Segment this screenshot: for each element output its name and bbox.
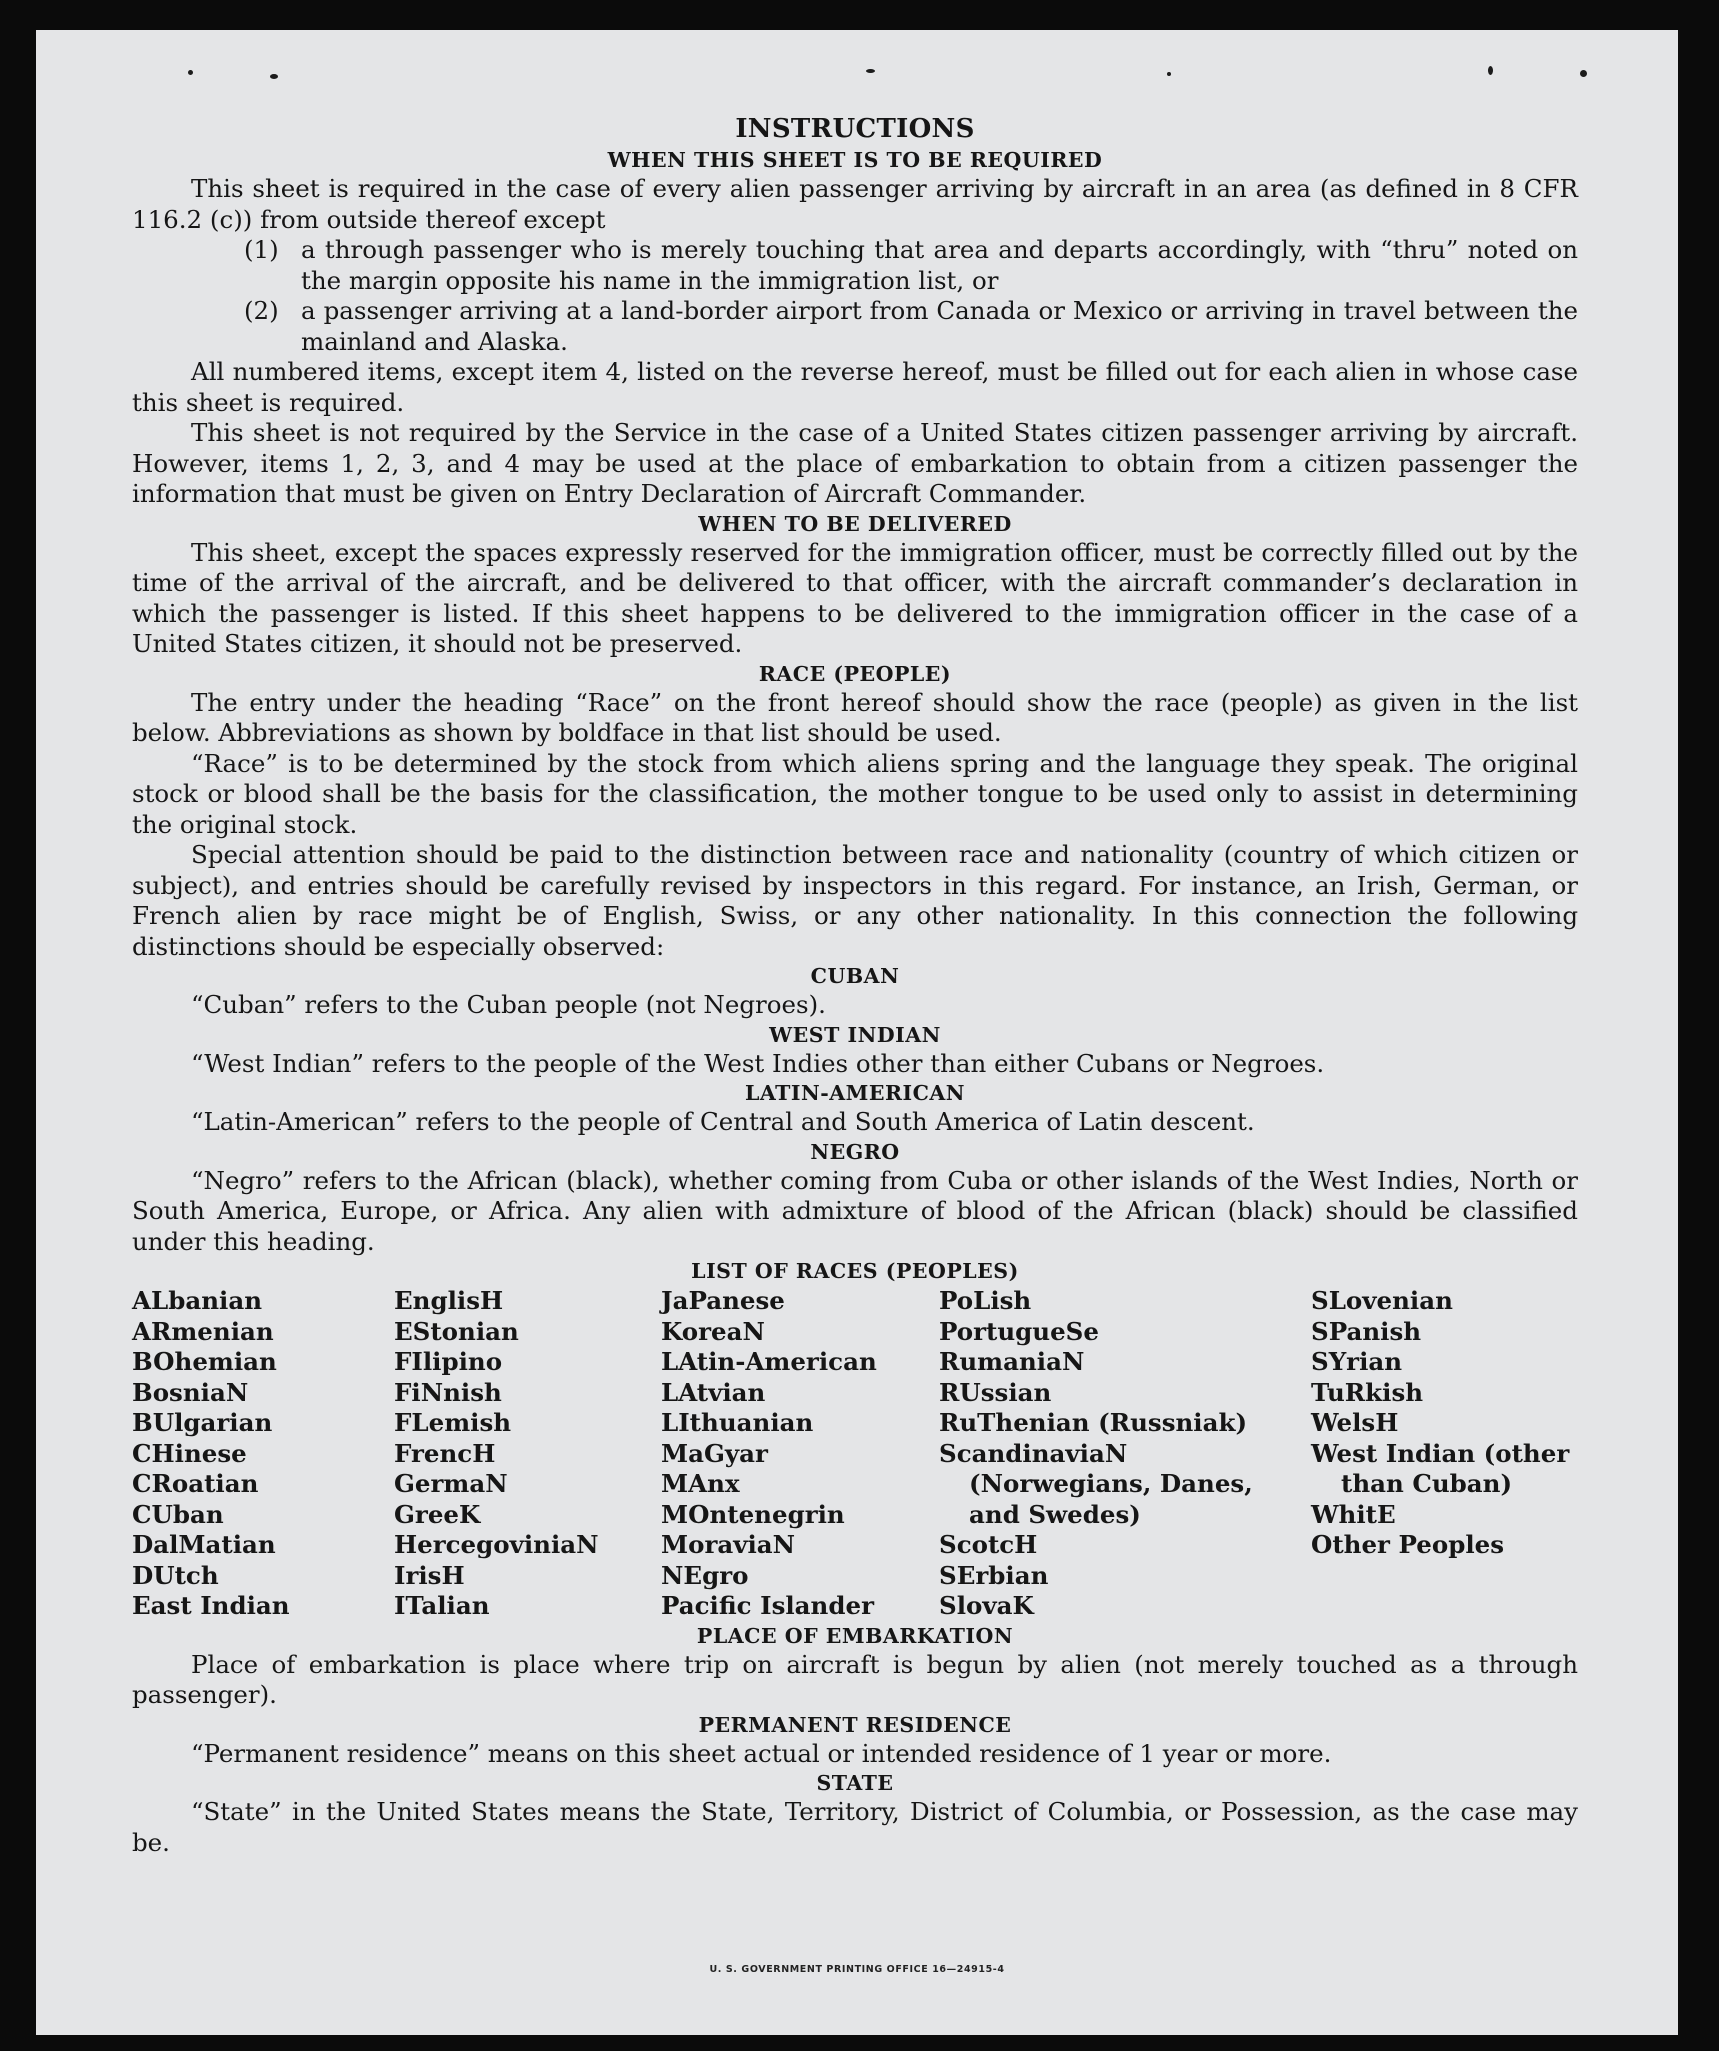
race-entry: SPanish — [1311, 1316, 1422, 1346]
heading-permanent-residence: PERMANENT RESIDENCE — [698, 1712, 1012, 1737]
race-entry: LAtin-American — [661, 1347, 877, 1376]
race-entry: GermaN — [394, 1469, 508, 1498]
race-entry: EStonian — [394, 1316, 519, 1346]
races-column — [661, 1286, 939, 1622]
race-entry: RuThenian (Russniak) — [939, 1408, 1248, 1437]
race-entry: FIlipino — [394, 1347, 503, 1376]
print-speck — [1580, 70, 1587, 77]
race-entry: KoreaN — [661, 1316, 765, 1346]
race-entry: ALbanian — [132, 1286, 263, 1315]
race-entry: CHinese — [132, 1438, 247, 1468]
race-entry: East Indian — [132, 1591, 290, 1620]
race-entry: MaGyar — [661, 1438, 768, 1468]
race-entry: MAnx — [661, 1469, 740, 1498]
race-entry: TuRkish — [1311, 1377, 1424, 1407]
race-entry: LAtvian — [661, 1377, 766, 1407]
page-title: INSTRUCTIONS — [735, 114, 975, 144]
exception-number: (2) — [244, 296, 279, 325]
race-entry: FiNnish — [394, 1377, 502, 1407]
cuban-text: “Cuban” refers to the Cuban people (not Negroes). — [191, 990, 826, 1019]
instructions-body — [132, 112, 1578, 1858]
race-entry: SLovenian — [1311, 1286, 1453, 1315]
residence-text: “Permanent residence” means on this sheet actual or intended residence of 1 year or more. — [191, 1738, 1332, 1768]
heading-state: STATE — [816, 1771, 894, 1795]
race-entry: ScandinaviaN (Norwegians, Danes, and Swedes) — [939, 1438, 1253, 1529]
west-indian-text: “West Indian” refers to the people of the West Indies other than either Cubans or Negroes. — [191, 1048, 1325, 1078]
race-entry: CRoatian — [132, 1469, 259, 1498]
heading-place-of-embarkation: PLACE OF EMBARKATION — [696, 1623, 1014, 1648]
race-entry: EnglisH — [394, 1286, 504, 1315]
print-speck — [188, 70, 193, 75]
print-speck — [270, 74, 278, 79]
exception-item — [132, 235, 1578, 296]
race-entry: SlovaK — [939, 1591, 1034, 1620]
race-entry: BOhemian — [132, 1347, 277, 1376]
heading-latin-american: LATIN-AMERICAN — [744, 1081, 966, 1105]
race-entry: Other Peoples — [1311, 1530, 1505, 1559]
print-speck — [1167, 72, 1171, 76]
race-entry: DalMatian — [132, 1530, 276, 1559]
printing-office-footer: U. S. GOVERNMENT PRINTING OFFICE 16—24915-4 — [709, 1964, 1005, 1975]
heading-list-of-races: LIST OF RACES (PEOPLES) — [691, 1259, 1019, 1283]
race-entry: DUtch — [132, 1560, 219, 1590]
races-column — [939, 1286, 1311, 1622]
race-entry: JaPanese — [661, 1286, 785, 1315]
state-text: “State” in the United States means the State, Territory, District of Columbia, or Possession, as the case may be. — [132, 1797, 1578, 1857]
races-column — [394, 1286, 661, 1622]
races-column — [132, 1286, 394, 1622]
race-entry: SYrian — [1311, 1347, 1403, 1376]
race-entry: PoLish — [939, 1286, 1032, 1315]
race-entry: SErbian — [939, 1560, 1049, 1590]
race-entry: BUlgarian — [132, 1408, 273, 1437]
race-entry: PortugueSe — [939, 1316, 1099, 1346]
race-entry: RUssian — [939, 1377, 1052, 1407]
races-column — [1311, 1286, 1578, 1622]
race-paragraph-2: “Race” is to be determined by the stock from which aliens spring and the language they speak. The original stock or blood shall be the basis for the classification, the mother tongue to be used only to assist in determining the original stock. — [132, 748, 1578, 839]
print-speck — [866, 69, 875, 73]
negro-text: “Negro” refers to the African (black), whether coming from Cuba or other islands of the West Indies, North or South America, Europe, or Africa. Any alien with admixture of blood of the African (black) should be classified under this heading. — [132, 1165, 1578, 1256]
heading-negro: NEGRO — [810, 1139, 900, 1164]
race-entry: ARmenian — [132, 1316, 274, 1346]
heading-cuban: CUBAN — [810, 964, 900, 988]
exception-number: (1) — [244, 235, 279, 264]
delivered-text: This sheet, except the spaces expressly reserved for the immigration officer, must be correctly filled out by the time of the arrival of the aircraft, and be delivered to that officer, with the aircraft commander’s declaration in which the passenger is listed. If this sheet happens to be delivered to the immigration officer in the case of a United States citizen, it should not be preserved. — [132, 537, 1578, 658]
embarkation-text: Place of embarkation is place where trip on aircraft is begun by alien (not merely touched as a through passenger). — [132, 1649, 1578, 1709]
heading-west-indian: WEST INDIAN — [769, 1022, 941, 1047]
race-paragraph-3: Special attention should be paid to the distinction between race and nationality (country of which citizen or subject), and entries should be carefully revised by inspectors in this regard. For instance, an Irish, German, or French alien by race might be of English, Swiss, or any other nationality. In this connection the following distinctions should be especially observed: — [132, 840, 1578, 961]
race-paragraph-1: The entry under the heading “Race” on the front hereof should show the race (people) as given in the list below. Abbreviations as shown by boldface in that list should be used. — [132, 687, 1578, 747]
race-entry: West Indian (other than Cuban) — [1311, 1438, 1570, 1498]
race-entry: RumaniaN — [939, 1347, 1085, 1376]
heading-when-delivered: WHEN TO BE DELIVERED — [698, 511, 1012, 536]
heading-race: RACE (PEOPLE) — [758, 661, 952, 686]
exception-text: a through passenger who is merely touching that area and departs accordingly, with “thru” noted on the margin opposite his name in the immigration list, or — [301, 235, 1578, 295]
race-entry: Pacific Islander — [661, 1591, 874, 1620]
races-list — [132, 1286, 1578, 1622]
print-speck — [1488, 66, 1493, 75]
latin-american-text: “Latin-American” refers to the people of Central and South America of Latin descent. — [191, 1107, 1255, 1136]
document-page — [36, 30, 1678, 2035]
heading-when-required: WHEN THIS SHEET IS TO BE REQUIRED — [607, 148, 1103, 172]
race-entry: HercegoviniaN — [394, 1530, 599, 1559]
race-entry: BosniaN — [132, 1377, 249, 1407]
race-entry: FrencH — [394, 1438, 496, 1468]
race-entry: IrisH — [394, 1560, 465, 1590]
race-entry: MoraviaN — [661, 1530, 796, 1559]
race-entry: GreeK — [394, 1499, 481, 1529]
race-entry: WhitE — [1311, 1499, 1396, 1529]
required-intro: This sheet is required in the case of every alien passenger arriving by aircraft in an area (as defined in 8 CFR 116.2 (c)) from outside thereof except — [132, 174, 1578, 234]
race-entry: NEgro — [661, 1560, 749, 1590]
race-entry: FLemish — [394, 1408, 512, 1437]
race-entry: LIthuanian — [661, 1408, 814, 1437]
exception-item — [132, 296, 1578, 357]
required-numbered-items: All numbered items, except item 4, listed on the reverse hereof, must be filled out for each alien in whose case this sheet is required. — [132, 357, 1578, 417]
race-entry: WelsH — [1311, 1408, 1399, 1437]
required-citizen-note: This sheet is not required by the Service in the case of a United States citizen passenger arriving by aircraft. However, items 1, 2, 3, and 4 may be used at the place of embarkation to obtain from a citizen passenger the information that must be given on Entry Declaration of Aircraft Commander. — [132, 418, 1578, 508]
race-entry: ScotcH — [939, 1530, 1038, 1559]
exception-text: a passenger arriving at a land-border airport from Canada or Mexico or arriving in travel between the mainland and Alaska. — [301, 296, 1578, 356]
race-entry: MOntenegrin — [661, 1499, 845, 1529]
race-entry: CUban — [132, 1499, 224, 1529]
race-entry: ITalian — [394, 1591, 490, 1620]
